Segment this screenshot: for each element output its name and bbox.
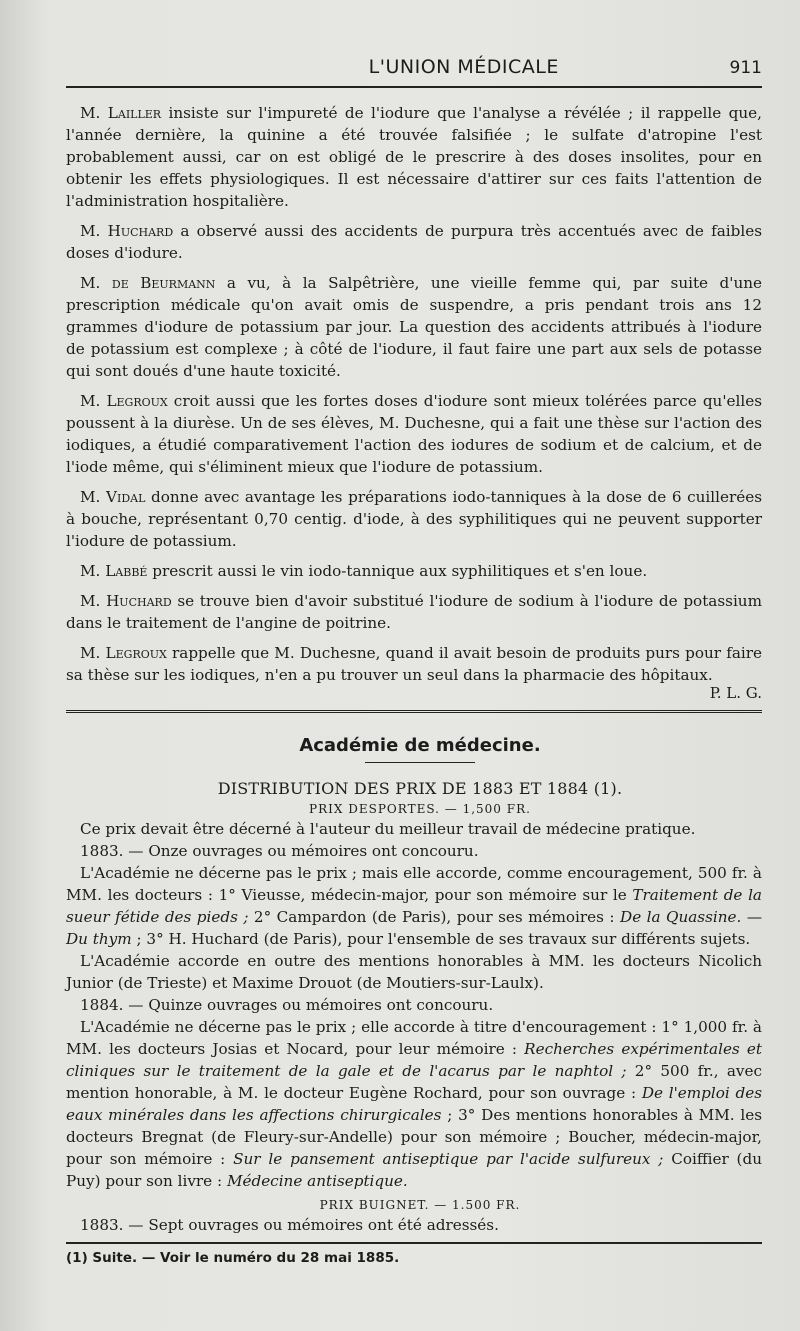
paragraph-text: prescrit aussi le vin iodo-tannique aux syphilitiques et s'en loue.	[147, 562, 648, 580]
prize-paragraph	[66, 862, 762, 950]
prize-paragraph: 1884. — Quinze ouvrages ou mémoires ont concouru.	[80, 996, 494, 1014]
text-run: L'Académie ne décerne pas le prix ; mais elle accorde, comme encouragement, 500 fr. à MM. les docteurs : 1° Vieusse, médecin-major, pour son mémoire sur le	[66, 864, 762, 904]
prize-paragraph: 1883. — Onze ouvrages ou mémoires ont concouru.	[80, 842, 479, 860]
text-run: L'Académie ne décerne pas le prix ; elle accorde à titre d'encouragement : 1° 1,000 fr. à MM. les docteurs Josias et Nocard, pour leur mémoire :	[66, 1018, 762, 1058]
discussion-section	[66, 102, 762, 702]
italic-title: Recherches expérimentales et cliniques sur le traitement de la gale et de l'acarus par le naphtol ;	[66, 1040, 762, 1080]
prize-paragraph: Ce prix devait être décerné à l'auteur du meilleur travail de médecine pratique.	[80, 820, 696, 838]
prize-paragraph: L'Académie accorde en outre des mentions honorables à MM. les docteurs Nicolich Junior (de Trieste) et Maxime Drouot (de Moutiers-sur-Laulx).	[66, 952, 762, 992]
italic-title: De la Quassine. — Du thym	[66, 908, 763, 948]
prize-heading: PRIX BUIGNET. — 1.500 FR.	[319, 1198, 521, 1212]
prize-section	[66, 1214, 762, 1236]
paragraph-text: croit aussi que les fortes doses d'iodure sont mieux tolérées parce qu'elles poussent à la diurèse. Un de ses élèves, M. Duchesne, qui a fait une thèse sur l'action des iodiques, a étudié comparativement l'action des iodures de sodium et de calcium, et de l'iode même, qui s'éliminent mieux que l'iodure de potassium.	[66, 392, 762, 476]
paragraph-text: a vu, à la Salpêtrière, une vieille femme qui, par suite d'une prescription médicale qu'on avait omis de suspendre, a pris pendant trois ans 12 grammes d'iodure de potassium par jour. La question des accidents attribués à l'iodure de potassium est complexe ; à côté de l'iodure, il faut faire une part aux sels de potasse qui sont doués d'une haute toxicité.	[66, 274, 762, 380]
text-run: Coiffier (du Puy) pour son livre :	[66, 1150, 762, 1190]
speaker-name: M. Lailler	[80, 104, 162, 122]
prize-paragraph	[66, 1016, 762, 1192]
text-run: 2° Campardon (de Paris), pour ses mémoires :	[248, 908, 621, 926]
journal-title: L'UNION MÉDICALE	[368, 56, 559, 78]
speaker-name: M. Huchard	[80, 222, 174, 240]
section-divider	[66, 710, 762, 713]
paragraph-text: se trouve bien d'avoir substitué l'iodure de sodium à l'iodure de potassium dans le traitement de l'angine de poitrine.	[66, 592, 762, 632]
paragraph-text: donne avec avantage les préparations iodo-tanniques à la dose de 6 cuillerées à bouche, représentant 0,70 centig. d'iode, à des syphilitiques qui ne peuvent supporter l'iodure de potassium.	[66, 488, 763, 550]
text-run: ; 3° H. Huchard (de Paris), pour l'ensemble de ses travaux sur différents sujets.	[131, 930, 751, 948]
italic-title: Sur le pansement antiseptique par l'acide sulfureux ;	[233, 1150, 664, 1168]
prize-heading: PRIX DESPORTES. — 1,500 FR.	[309, 802, 531, 816]
section-title: Académie de médecine.	[299, 735, 541, 756]
prize-paragraph: 1883. — Sept ouvrages ou mémoires ont été adressés.	[80, 1216, 499, 1234]
text-run: ; 3° Des mentions honorables à MM. les docteurs Bregnat (de Fleury-sur-Andelle) pour son mémoire ; Boucher, médecin-major, pour son mémoire :	[66, 1106, 763, 1168]
discussion-paragraph	[66, 590, 762, 634]
paragraph-text: a observé aussi des accidents de purpura très accentués avec de faibles doses d'iodure.	[66, 222, 763, 262]
discussion-paragraph	[66, 220, 762, 264]
speaker-name: M. Legroux	[80, 392, 168, 410]
speaker-name: M. Vidal	[80, 488, 146, 506]
speaker-name: M. Legroux	[80, 644, 167, 662]
discussion-paragraph	[66, 102, 762, 212]
speaker-name: M. Huchard	[80, 592, 172, 610]
author-signature: P. L. G.	[709, 684, 762, 702]
discussion-paragraph	[66, 486, 762, 552]
speaker-name: M. Labbé	[80, 562, 148, 580]
title-underline	[365, 762, 475, 763]
running-header	[78, 52, 762, 78]
discussion-paragraph	[66, 390, 762, 478]
paragraph-text: insiste sur l'impureté de l'iodure que l'analyse a révélée ; il rappelle que, l'année dernière, la quinine a été trouvée falsifiée ; le sulfate d'atropine l'est probablement aussi, car on est obligé de le prescrire à des doses insolites, pour en obtenir les effets physiologiques. Il est nécessaire d'attirer sur ces faits l'attention de l'administration hospitalière.	[66, 104, 762, 210]
italic-title: De l'emploi des eaux minérales dans les affections chirurgicales	[66, 1084, 762, 1124]
speaker-name: M. de Beurmann	[80, 274, 216, 292]
discussion-paragraph	[66, 642, 762, 686]
header-rule	[66, 86, 762, 88]
text-run: 2° 500 fr., avec mention honorable, à M. le docteur Eugène Rochard, pour son ouvrage :	[66, 1062, 762, 1102]
discussion-paragraph	[66, 272, 762, 382]
prize-section	[66, 818, 762, 1192]
italic-title: Traitement de la sueur fétide des pieds ;	[66, 886, 762, 926]
page-number: 911	[729, 58, 762, 78]
distribution-title: DISTRIBUTION DES PRIX DE 1883 ET 1884 (1).	[217, 779, 623, 798]
paragraph-text: rappelle que M. Duchesne, quand il avait besoin de produits purs pour faire sa thèse sur les iodiques, n'en a pu trouver un seul dans la pharmacie des hôpitaux.	[66, 644, 762, 684]
discussion-paragraph	[66, 560, 762, 582]
italic-title: Médecine antiseptique.	[226, 1172, 408, 1190]
footnote-rule	[66, 1242, 762, 1244]
footnote: (1) Suite. — Voir le numéro du 28 mai 1885.	[66, 1250, 400, 1266]
